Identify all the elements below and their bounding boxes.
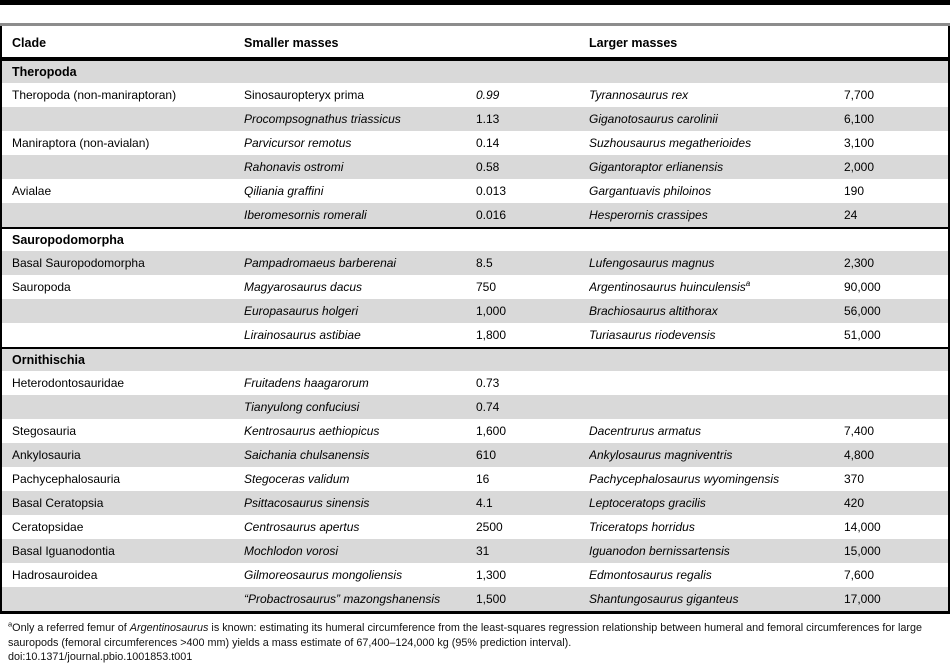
larger-species-cell: Lufengosaurus magnus [589, 256, 715, 270]
smaller-species-cell: Fruitadens haagarorum [244, 376, 369, 390]
table-row [2, 587, 948, 611]
larger-mass-cell: 15,000 [844, 544, 881, 558]
smaller-species-cell: Magyarosaurus dacus [244, 280, 363, 294]
table-row [2, 131, 948, 155]
table-row [2, 491, 948, 515]
smaller-species-cell: Gilmoreosaurus mongoliensis [244, 568, 403, 582]
larger-species-cell: Shantungosaurus giganteus [589, 592, 739, 606]
larger-mass-cell: 6,100 [844, 112, 875, 126]
table-row [2, 251, 948, 275]
larger-mass-cell: 7,600 [844, 568, 875, 582]
table-row [2, 275, 948, 299]
larger-species-cell: Suzhousaurus megatherioides [589, 136, 752, 150]
caption-gap [0, 5, 950, 23]
smaller-species-cell: Qiliania graffini [244, 184, 324, 198]
smaller-mass-cell: 0.14 [476, 136, 500, 150]
clade-cell: Ankylosauria [12, 448, 81, 462]
larger-mass-cell: 7,400 [844, 424, 875, 438]
larger-species-cell: Leptoceratops gracilis [589, 496, 706, 510]
smaller-mass-cell: 1,500 [476, 592, 507, 606]
larger-species-cell: Gigantoraptor erlianensis [589, 160, 724, 174]
smaller-mass-cell: 1,800 [476, 328, 507, 342]
smaller-species-cell: Saichania chulsanensis [244, 448, 370, 462]
mass-table [0, 26, 950, 611]
larger-species-cell: Pachycephalosaurus wyomingensis [589, 472, 780, 486]
smaller-mass-cell: 610 [476, 448, 497, 462]
smaller-mass-cell: 31 [476, 544, 490, 558]
section-header-row [2, 227, 948, 251]
clade-cell: Maniraptora (non-avialan) [12, 136, 150, 150]
table-row [2, 443, 948, 467]
larger-mass-cell: 370 [844, 472, 865, 486]
smaller-species-cell: Europasaurus holgeri [244, 304, 359, 318]
clade-cell: Ceratopsidae [12, 520, 84, 534]
footnote-doi: doi:10.1371/journal.pbio.1001853.t001 [8, 651, 193, 663]
smaller-species-cell: Pampadromaeus barberenai [244, 256, 397, 270]
table-row [2, 467, 948, 491]
smaller-mass-cell: 1,300 [476, 568, 507, 582]
table-row [2, 371, 948, 395]
smaller-mass-cell: 0.013 [476, 184, 507, 198]
larger-mass-cell: 4,800 [844, 448, 875, 462]
footnote-marker: a [8, 619, 13, 629]
table-body [2, 59, 948, 611]
smaller-species-cell: Mochlodon vorosi [244, 544, 339, 558]
section-header-label: Ornithischia [12, 353, 85, 367]
table-row [2, 107, 948, 131]
larger-mass-cell: 90,000 [844, 280, 881, 294]
section-header-label: Theropoda [12, 65, 77, 79]
table-row [2, 83, 948, 107]
larger-species-cell: Edmontosaurus regalis [589, 568, 712, 582]
table-row [2, 155, 948, 179]
footnote-text-pre: Only a referred femur of [12, 622, 130, 634]
table-row [2, 515, 948, 539]
clade-cell: Sauropoda [12, 280, 71, 294]
smaller-mass-cell: 1,000 [476, 304, 507, 318]
larger-mass-cell: 2,000 [844, 160, 875, 174]
larger-species-cell: Hesperornis crassipes [589, 208, 708, 222]
larger-species-cell: Ankylosaurus magniventris [589, 448, 733, 462]
larger-species-cell: Argentinosaurus huinculensis$^a$ [589, 279, 751, 294]
clade-cell: Stegosauria [12, 424, 77, 438]
smaller-species-cell: Centrosaurus apertus [244, 520, 360, 534]
clade-column-header: Clade [12, 36, 47, 50]
smaller-mass-cell: 16 [476, 472, 490, 486]
smaller-mass-cell: 2500 [476, 520, 503, 534]
section-header-row [2, 59, 948, 83]
smaller-mass-cell: 4.1 [476, 496, 493, 510]
footnote-reference-marker: a [745, 279, 751, 288]
table-row [2, 539, 948, 563]
smaller-mass-cell: 750 [476, 280, 497, 294]
table-row [2, 179, 948, 203]
smaller-species-cell: Iberomesornis romerali [244, 208, 367, 222]
smaller-species-cell: “Probactrosaurus” mazongshanensis [244, 592, 441, 606]
smaller-species-cell: Parvicursor remotus [244, 136, 352, 150]
larger-mass-cell: 14,000 [844, 520, 881, 534]
larger-species-cell: Dacentrurus armatus [589, 424, 702, 438]
larger-mass-cell: 3,100 [844, 136, 875, 150]
smaller-species-cell: Rahonavis ostromi [244, 160, 344, 174]
table-row [2, 299, 948, 323]
footnote-genus-italic: Argentinosaurus [129, 622, 209, 634]
larger-mass-cell: 190 [844, 184, 865, 198]
smaller-masses-column-header: Smaller masses [244, 36, 339, 50]
smaller-mass-cell: 0.74 [476, 400, 500, 414]
table-row [2, 419, 948, 443]
larger-mass-cell: 51,000 [844, 328, 881, 342]
table-row [2, 203, 948, 227]
smaller-species-cell: Sinosauropteryx prima [244, 88, 365, 102]
larger-species-cell: Triceratops horridus [589, 520, 695, 534]
larger-species-cell: Gargantuavis philoinos [589, 184, 712, 198]
clade-cell: Avialae [12, 184, 52, 198]
smaller-mass-cell: 0.016 [476, 208, 507, 222]
smaller-mass-cell: 8.5 [476, 256, 493, 270]
smaller-species-cell: Kentrosaurus aethiopicus [244, 424, 380, 438]
smaller-mass-cell: 0.99 [476, 88, 500, 102]
table-row [2, 395, 948, 419]
larger-mass-cell: 56,000 [844, 304, 881, 318]
smaller-species-cell: Stegoceras validum [244, 472, 350, 486]
section-header-row [2, 347, 948, 371]
larger-mass-cell: 7,700 [844, 88, 875, 102]
larger-mass-cell: 2,300 [844, 256, 875, 270]
larger-species-cell: Brachiosaurus altithorax [589, 304, 718, 318]
smaller-mass-cell: 1,600 [476, 424, 507, 438]
smaller-mass-cell: 0.73 [476, 376, 500, 390]
table-row [2, 323, 948, 347]
clade-cell: Basal Sauropodomorpha [12, 256, 145, 270]
section-header-label: Sauropodomorpha [12, 233, 124, 247]
larger-species-cell: Giganotosaurus carolinii [589, 112, 718, 126]
larger-masses-column-header: Larger masses [589, 36, 678, 50]
clade-cell: Pachycephalosauria [12, 472, 121, 486]
table-row [2, 563, 948, 587]
smaller-species-cell: Tianyulong confuciusi [244, 400, 360, 414]
smaller-mass-cell: 1.13 [476, 112, 500, 126]
column-header-row [2, 26, 948, 57]
footnote [0, 614, 950, 665]
clade-cell: Hadrosauroidea [12, 568, 98, 582]
larger-mass-cell: 24 [844, 208, 858, 222]
smaller-species-cell: Psittacosaurus sinensis [244, 496, 370, 510]
clade-cell: Basal Ceratopsia [12, 496, 104, 510]
clade-cell: Basal Iguanodontia [12, 544, 115, 558]
footnote-text-post: is known: estimating its humeral circumference from the least-squares regression relationship between humeral and femoral circumferences for large sauropods (femoral circumferences >400 mm) yields a mass estimate of 67,400–124,000 kg (95% prediction interval). [8, 622, 922, 649]
larger-species-cell: Iguanodon bernissartensis [589, 544, 730, 558]
larger-species-cell: Turiasaurus riodevensis [589, 328, 716, 342]
larger-species-cell: Tyrannosaurus rex [589, 88, 689, 102]
footnote-text [8, 621, 942, 650]
larger-mass-cell: 420 [844, 496, 865, 510]
smaller-species-cell: Procompsognathus triassicus [244, 112, 401, 126]
smaller-species-cell: Lirainosaurus astibiae [244, 328, 361, 342]
smaller-mass-cell: 0.58 [476, 160, 500, 174]
clade-cell: Heterodontosauridae [12, 376, 125, 390]
larger-mass-cell: 17,000 [844, 592, 881, 606]
clade-cell: Theropoda (non-maniraptoran) [12, 88, 177, 102]
